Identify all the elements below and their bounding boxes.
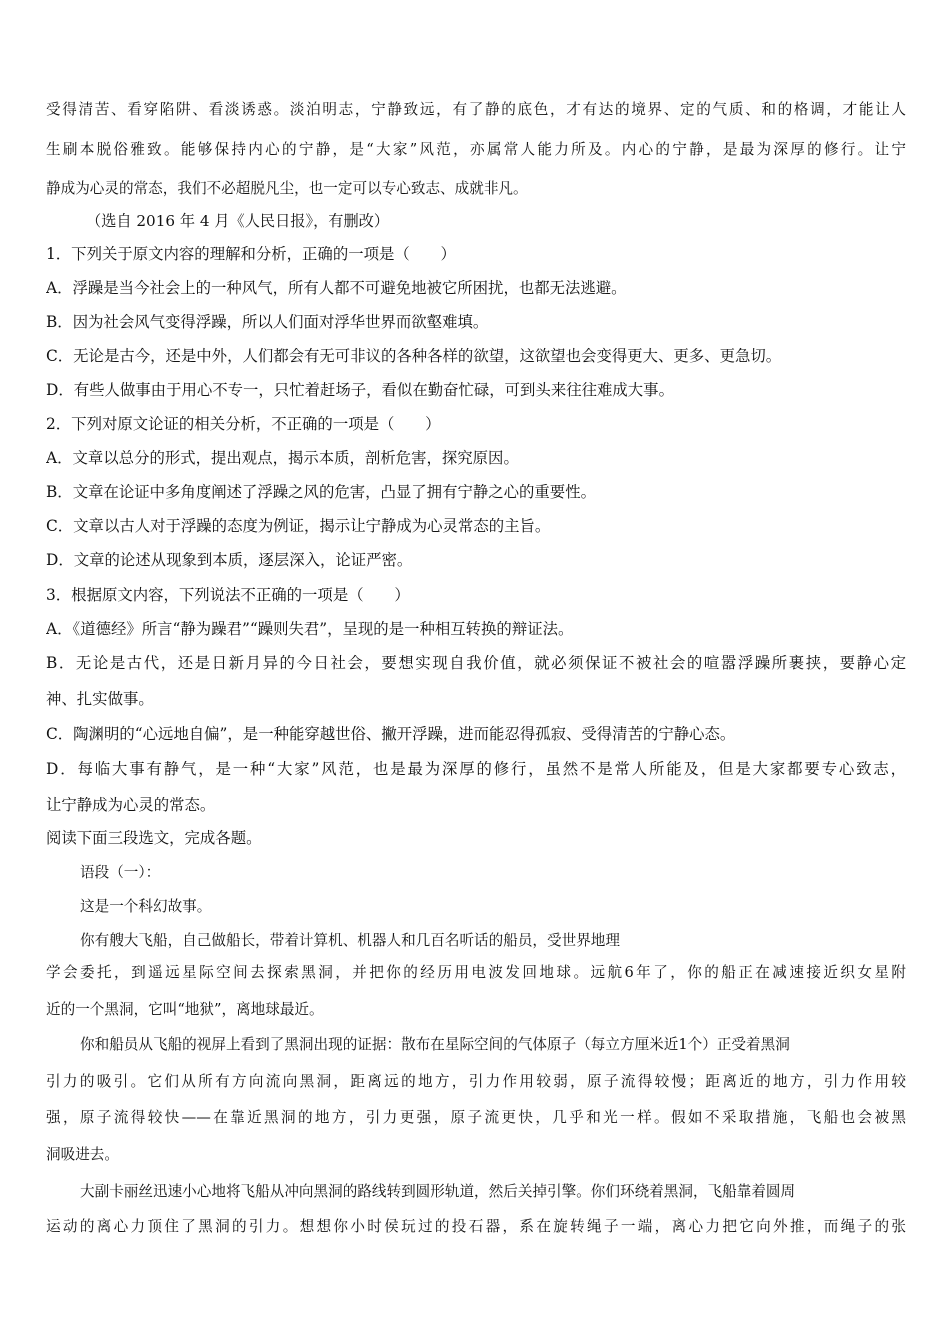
question-1-option-b: B．因为社会风气变得浮躁，所以人们面对浮华世界而欲壑难填。 (46, 313, 489, 331)
passage-line: 生刷本脱俗雅致。能够保持内心的宁静，是“大家”风范，亦属常人能力所及。内心的宁静，是最为深厚的修行。让宁 (46, 141, 906, 158)
story-line: 你和船员从飞船的视屏上看到了黑洞出现的证据：散布在星际空间的气体原子（每立方厘米近1个）正受着黑洞 (80, 1036, 790, 1053)
story-intro: 这是一个科幻故事。 (80, 898, 212, 915)
story-line: 近的一个黑洞，它叫“地狱”，离地球最近。 (46, 1001, 324, 1018)
question-3-stem: 3．根据原文内容，下列说法不正确的一项是（ ） (46, 586, 410, 604)
source-citation: （选自 2016 年 4 月《人民日报》，有删改） (86, 212, 390, 230)
story-line: 引力的吸引。它们从所有方向流向黑洞，距离远的地方，引力作用较弱，原子流得较慢；距离近的地方，引力作用较 (46, 1073, 906, 1090)
question-2-option-a: A．文章以总分的形式，提出观点，揭示本质，剖析危害，探究原因。 (46, 449, 519, 467)
story-line: 洞吸进去。 (46, 1146, 119, 1163)
story-line: 大副卡丽丝迅速小心地将飞船从冲向黑洞的路线转到圆形轨道，然后关掉引擎。你们环绕着黑洞，飞船靠着圆周 (80, 1183, 796, 1200)
question-1-option-a: A．浮躁是当今社会上的一种风气，所有人都不可避免地被它所困扰，也都无法逃避。 (46, 279, 627, 297)
question-3-option-a: A．《道德经》所言“静为躁君”“躁则失君”，呈现的是一种相互转换的辩证法。 (46, 620, 574, 638)
story-line: 强，原子流得较快——在靠近黑洞的地方，引力更强，原子流更快，几乎和光一样。假如不采取措施，飞船也会被黑 (46, 1109, 906, 1126)
story-line: 运动的离心力顶住了黑洞的引力。想想你小时侯玩过的投石器，系在旋转绳子一端，离心力把它向外推，而绳子的张 (46, 1218, 906, 1235)
question-3-option-b-cont: 神、扎实做事。 (46, 690, 154, 708)
story-line: 你有艘大飞船，自己做船长，带着计算机、机器人和几百名听话的船员，受世界地理 (80, 932, 620, 949)
question-3-option-d: D．每临大事有静气，是一种“大家”风范，也是最为深厚的修行，虽然不是常人所能及，但是大家都要专心致志， (46, 760, 906, 778)
question-2-option-b: B．文章在论证中多角度阐述了浮躁之风的危害，凸显了拥有宁静之心的重要性。 (46, 483, 596, 501)
reading-instruction: 阅读下面三段选文，完成各题。 (46, 829, 262, 847)
question-2-option-d: D．文章的论述从现象到本质，逐层深入，论证严密。 (46, 551, 413, 569)
passage-line: 静成为心灵的常态，我们不必超脱凡尘，也一定可以专心致志、成就非凡。 (46, 180, 528, 197)
question-3-option-d-cont: 让宁静成为心灵的常态。 (46, 796, 216, 814)
question-1-option-c: C．无论是古今，还是中外，人们都会有无可非议的各种各样的欲望，这欲望也会变得更大、更多、更急切。 (46, 347, 782, 365)
question-1-stem: 1．下列关于原文内容的理解和分析，正确的一项是（ ） (46, 245, 456, 263)
section-label: 语段（一）： (80, 864, 161, 881)
question-1-option-d: D．有些人做事由于用心不专一，只忙着赶场子，看似在勤奋忙碌，可到头来往往难成大事。 (46, 381, 674, 399)
question-3-option-c: C．陶渊明的“心远地自偏”，是一种能穿越世俗、撇开浮躁，进而能忍得孤寂、受得清苦的宁静心态。 (46, 725, 736, 743)
question-2-option-c: C．文章以古人对于浮躁的态度为例证，揭示让宁静成为心灵常态的主旨。 (46, 517, 551, 535)
question-2-stem: 2．下列对原文论证的相关分析，不正确的一项是（ ） (46, 415, 441, 433)
story-line: 学会委托，到遥远星际空间去探索黑洞，并把你的经历用电波发回地球。远航6年了，你的船正在减速接近织女星附 (46, 964, 906, 981)
passage-line: 受得清苦、看穿陷阱、看淡诱惑。淡泊明志，宁静致远，有了静的底色，才有达的境界、定的气质、和的格调，才能让人 (46, 101, 906, 118)
question-3-option-b: B．无论是古代，还是日新月异的今日社会，要想实现自我价值，就必须保证不被社会的喧嚣浮躁所裹挟，要静心定 (46, 654, 906, 672)
